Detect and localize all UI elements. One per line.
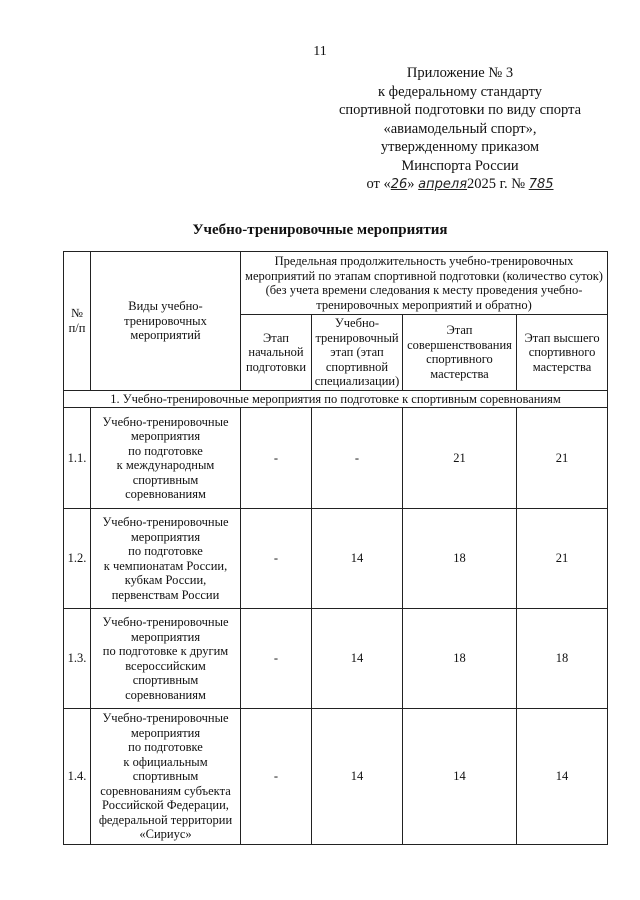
table-row [64, 408, 608, 509]
row-value-higher: 18 [517, 609, 608, 709]
row-event-name: Учебно-тренировочные мероприятия по подготовке к международным спортивным соревнованиям [91, 408, 241, 509]
header-stage-training: Учебно- тренировочный этап (этап спортивной специализации) [312, 315, 403, 391]
row-value-higher: 14 [517, 709, 608, 845]
order-date-line [320, 175, 600, 195]
appendix-line: спортивной подготовки по виду спорта [338, 102, 582, 118]
row-value-higher: 21 [517, 408, 608, 509]
row-value-training: 14 [312, 609, 403, 709]
date-separator: » [407, 176, 415, 192]
row-number: 1.2. [64, 509, 91, 609]
row-value-higher: 21 [517, 509, 608, 609]
row-value-improvement: 18 [403, 509, 517, 609]
row-event-name: Учебно-тренировочные мероприятия по подготовке к чемпионатам России, кубкам России, первенствам России [91, 509, 241, 609]
table-row [64, 609, 608, 709]
row-value-training: 14 [312, 509, 403, 609]
row-value-improvement: 18 [403, 609, 517, 709]
row-event-name: Учебно-тренировочные мероприятия по подготовке к официальным спортивным соревнованиям субъекта Российской Федерации, федеральной территории «Сириус» [91, 709, 241, 845]
section-heading: 1. Учебно-тренировочные мероприятия по подготовке к спортивным соревнованиям [64, 390, 608, 408]
appendix-line: «авиамодельный спорт», [383, 120, 537, 137]
row-number: 1.1. [64, 408, 91, 509]
table-row [64, 709, 608, 845]
handwritten-month: апреля [418, 177, 468, 192]
header-duration: Предельная продолжительность учебно-тренировочных мероприятий по этапам спортивной подготовки (количество суток) (без учета времени следования к месту проведения учебно-тренировочных мероприятий и обратно) [241, 252, 608, 315]
row-event-name: Учебно-тренировочные мероприятия по подготовке к другим всероссийским спортивным соревнованиям [91, 609, 241, 709]
header-stage-improvement: Этап совершенствования спортивного мастерства [403, 315, 517, 391]
handwritten-day: 26 [390, 177, 408, 192]
row-value-improvement: 14 [403, 709, 517, 845]
row-value-improvement: 21 [403, 408, 517, 509]
row-value-training: 14 [312, 709, 403, 845]
table-row [64, 509, 608, 609]
row-number: 1.3. [64, 609, 91, 709]
page-number: 11 [313, 44, 327, 59]
document-title: Учебно-тренировочные мероприятия [192, 222, 448, 238]
appendix-line: Минспорта России [401, 157, 519, 174]
row-number: 1.4. [64, 709, 91, 845]
date-prefix: от « [366, 176, 391, 192]
appendix-line: Приложение № 3 [406, 65, 514, 81]
header-stage-higher: Этап высшего спортивного мастерства [517, 315, 608, 391]
row-value-initial: - [241, 408, 312, 509]
appendix-header [320, 64, 600, 195]
events-table [63, 251, 608, 845]
header-number: № п/п [64, 252, 91, 391]
handwritten-order-number: 785 [528, 177, 554, 192]
header-stage-initial: Этап начальной подготовки [241, 315, 312, 391]
date-year: 2025 г. № [467, 176, 526, 192]
header-event-type: Виды учебно- тренировочных мероприятий [91, 252, 241, 391]
row-value-training: - [312, 408, 403, 509]
row-value-initial: - [241, 609, 312, 709]
row-value-initial: - [241, 509, 312, 609]
row-value-initial: - [241, 709, 312, 845]
appendix-line: к федеральному стандарту [378, 83, 542, 100]
appendix-line: утвержденному приказом [380, 139, 540, 155]
